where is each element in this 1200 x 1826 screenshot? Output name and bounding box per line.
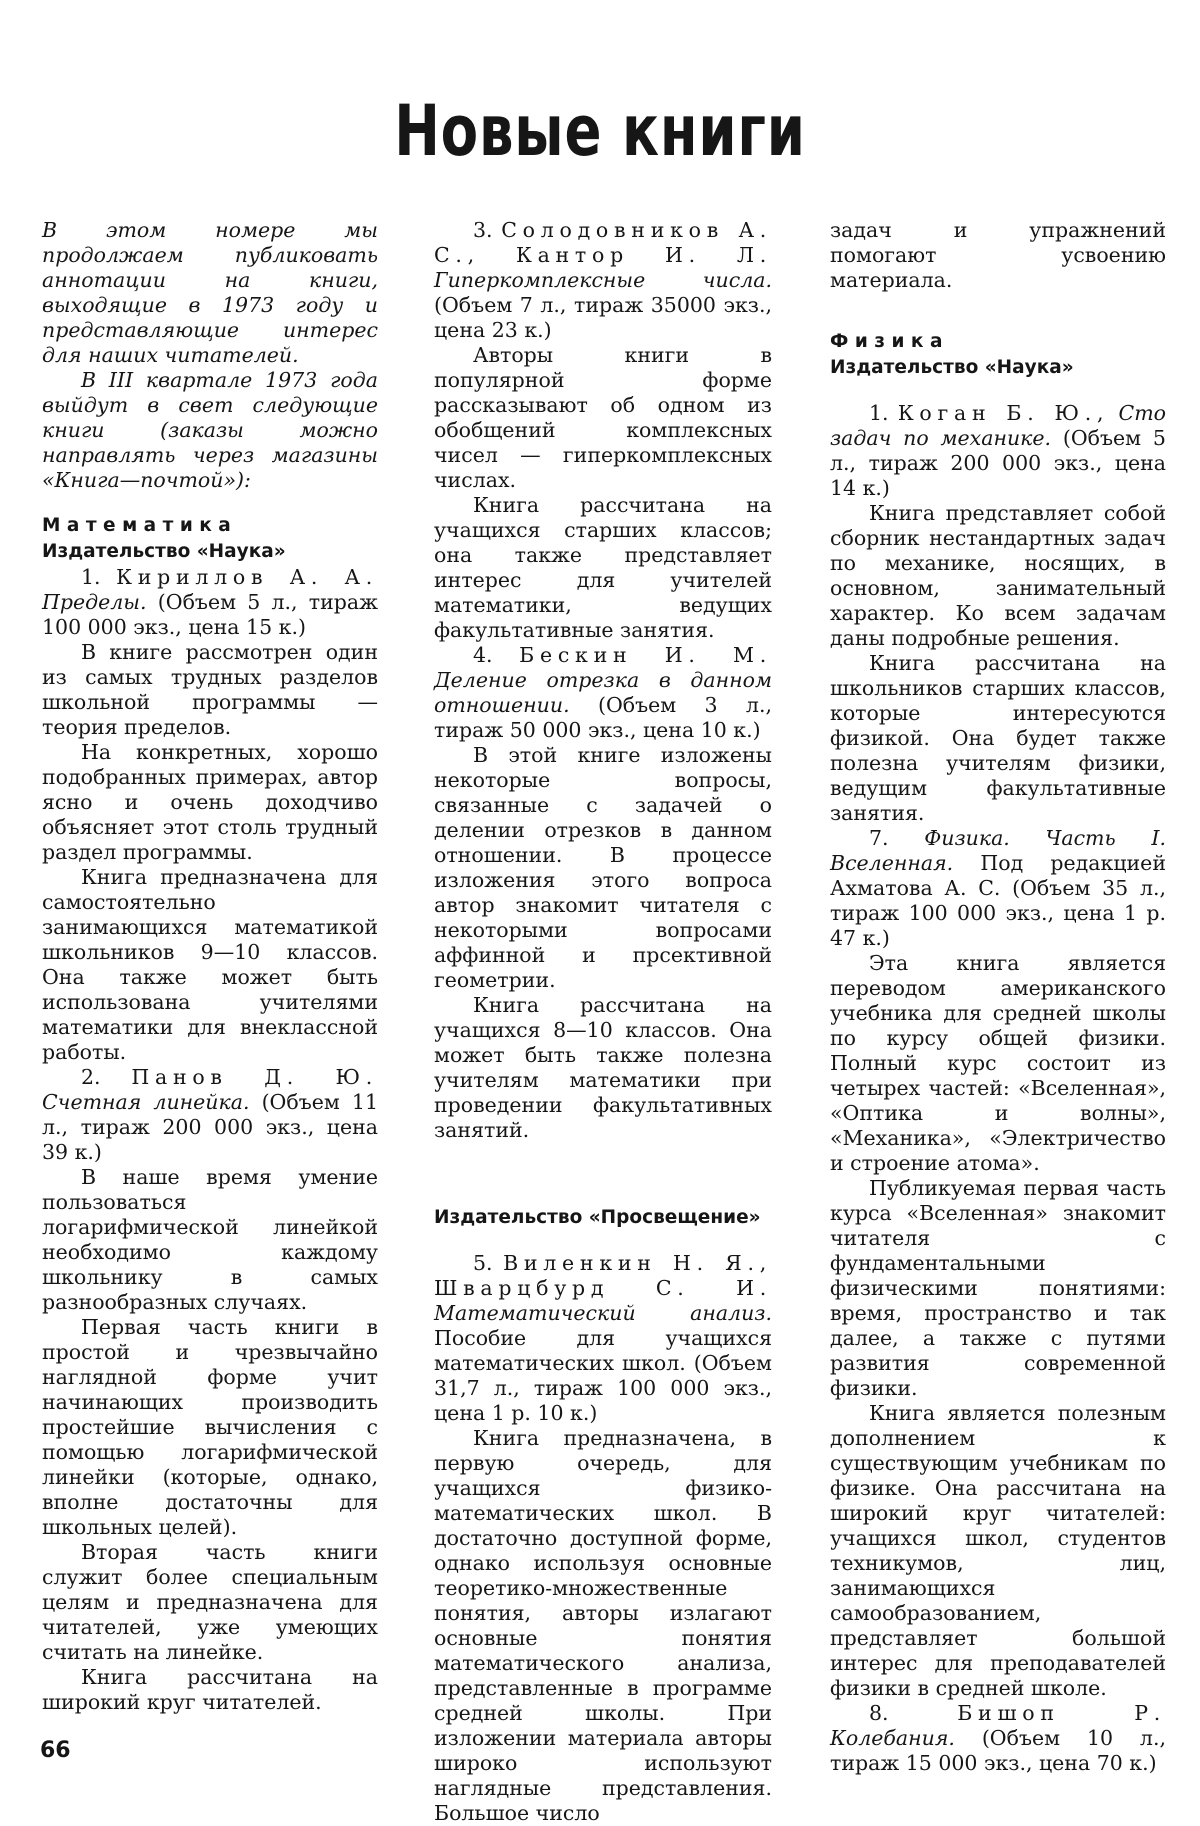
book-entry-6 [830, 401, 1166, 826]
book-title: Сто задач по механике. [830, 401, 1166, 450]
publisher-heading-nauka: Издательство «Наука» [830, 357, 1074, 378]
book-citation: 3. Солодовников А. С., Кантор И. Л. Гиперкомплексные числа. (Объем 7 л., тираж 35000 экз., цена 23 к.) [434, 218, 772, 342]
book-annotation: В наше время умение пользоваться логарифмической линейкой необходимо каждому школьнику в самых разнообразных случаях. [42, 1165, 378, 1314]
book-details: (Объем 5 л., тираж 200 000 экз., цена 14 к.) [830, 426, 1166, 500]
book-author: Кириллов А. А. [116, 565, 378, 589]
book-entry-8 [830, 1701, 1166, 1776]
book-annotation: На конкретных, хорошо подобранных примерах, автор ясно и очень доходчиво объясняет этот столь трудный раздел программы. [42, 740, 378, 864]
book-citation: 2. Панов Д. Ю. Счетная линейка. (Объем 11 л., тираж 200 000 экз., цена 39 к.) [42, 1065, 378, 1164]
book-citation: 7. Физика. Часть I. Вселенная. Под редакцией Ахматова А. С. (Объем 35 л., тираж 100 000 экз., цена 1 р. 47 к.) [830, 826, 1166, 950]
book-entry-5 [434, 1251, 772, 1826]
book-annotation: Книга предназначена для самостоятельно занимающихся математикой школьников 9—10 классов. Она также может быть использована учителями математики для внеклассной работы. [42, 865, 378, 1064]
book-details: (Объем 11 л., тираж 200 000 экз., цена 39 к.) [42, 1090, 378, 1164]
book-title: Деление отрезка в данном отношении. [434, 668, 772, 717]
publisher-heading-prosveshchenie: Издательство «Просвещение» [434, 1207, 761, 1228]
intro-order-paragraph: В III квартале 1973 года выйдут в свет следующие книги (заказы можно направлять через магазины «Книга—почтой»): [42, 368, 378, 492]
book-author: Коган Б. Ю., [897, 401, 1110, 425]
book-entry-7 [830, 826, 1166, 1701]
book-author: Солодовников А. С., Кантор И. Л. [434, 218, 772, 267]
book-citation: 1. Кириллов А. А. Пределы. (Объем 5 л., тираж 100 000 экз., цена 15 к.) [42, 565, 378, 639]
continued-text: задач и упражнений помогают усвоению материала. [830, 218, 1166, 292]
page-number: 66 [40, 1738, 71, 1763]
column-2 [434, 218, 772, 1826]
book-annotation: Вторая часть книги служит более специальным целям и предназначена для читателей, уже умеющих считать на линейке. [42, 1540, 378, 1664]
book-annotation: В этой книге изложены некоторые вопросы, связанные с задачей о делении отрезков в данном отношении. В процессе изложения этого вопроса автор знакомит читателя с некоторыми вопросами аффинной и прсективной геометрии. [434, 743, 772, 992]
book-details: (Объем 5 л., тираж 100 000 экз., цена 15 к.) [42, 590, 378, 639]
book-author: Панов Д. Ю. [131, 1065, 378, 1089]
book-annotation: Книга рассчитана на школьников старших классов, которые интересуются физикой. Она будет также полезна учителям физики, ведущим факультативные занятия. [830, 651, 1166, 825]
book-title: Счетная линейка. [42, 1090, 250, 1114]
book-details: Пособие для учащихся математических школ. (Объем 31,7 л., тираж 100 000 экз., цена 1 р. 10 к.) [434, 1326, 772, 1425]
book-citation: 4. Бескин И. М. Деление отрезка в данном отношении. (Объем 3 л., тираж 50 000 экз., цена 10 к.) [434, 643, 772, 742]
section-heading-physics: Физика [830, 331, 949, 352]
book-details: Под редакцией Ахматова А. С. (Объем 35 л., тираж 100 000 экз., цена 1 р. 47 к.) [830, 851, 1166, 950]
book-details: (Объем 3 л., тираж 50 000 экз., цена 10 к.) [434, 693, 772, 742]
book-author: Виленкин Н. Я., Шварцбурд С. И. [434, 1251, 772, 1300]
book-entry-3 [434, 218, 772, 643]
book-annotation: Книга предназначена, в первую очередь, для учащихся физико-математических школ. В достаточно доступной форме, однако используя основные теоретико-множественные понятия, авторы излагают основные понятия математического анализа, представленные в программе средней школы. При изложении материала авторы широко используют наглядные представления. Большое число [434, 1426, 772, 1825]
book-entry-2 [42, 1065, 378, 1715]
intro-paragraph: В этом номере мы продолжаем публиковать аннотации на книги, выходящие в 1973 году и представляющие интерес для наших читателей. [42, 218, 378, 367]
book-entry-1 [42, 565, 378, 1065]
book-title: Пределы. [42, 590, 147, 614]
column-3 [830, 218, 1166, 1776]
book-title: Математический анализ. [434, 1301, 772, 1325]
page-title: Новые книги [394, 90, 806, 172]
book-author: Бишоп Р. [957, 1701, 1166, 1725]
section-heading-mathematics: Математика [42, 515, 238, 536]
book-annotation: Книга рассчитана на учащихся старших классов; она также представляет интерес для учителей математики, ведущих факультативные занятия. [434, 493, 772, 642]
book-citation: 1. Коган Б. Ю., Сто задач по механике. (Объем 5 л., тираж 200 000 экз., цена 14 к.) [830, 401, 1166, 500]
book-details: (Объем 7 л., тираж 35000 экз., цена 23 к.) [434, 293, 772, 342]
column-1 [42, 218, 378, 1715]
book-annotation: Книга рассчитана на учащихся 8—10 классов. Она может быть также полезна учителям математики при проведении факультативных занятий. [434, 993, 772, 1142]
book-title: Гиперкомплексные числа. [434, 268, 772, 292]
book-entry-4 [434, 643, 772, 1143]
book-annotation: Книга является полезным дополнением к существующим учебникам по физике. Она рассчитана на широкий круг читателей: учащихся школ, студентов техникумов, лиц, занимающихся самообразованием, представляет большой интерес для преподавателей физики в средней школе. [830, 1401, 1166, 1700]
book-title: Колебания. [830, 1726, 955, 1750]
book-annotation: Публикуемая первая часть курса «Вселенная» знакомит читателя с фундаментальными физическими понятиями: время, пространство и так далее, а также с путями развития современной физики. [830, 1176, 1166, 1400]
book-details: (Объем 10 л., тираж 15 000 экз., цена 70 к.) [830, 1726, 1166, 1775]
publisher-heading-nauka: Издательство «Наука» [42, 541, 286, 562]
book-annotation: Книга представляет собой сборник нестандартных задач по механике, носящих, в основном, занимательный характер. Ко всем задачам даны подробные решения. [830, 501, 1166, 650]
book-annotation: В книге рассмотрен один из самых трудных разделов школьной программы — теория пределов. [42, 640, 378, 739]
book-citation: 5. Виленкин Н. Я., Шварцбурд С. И. Математический анализ. Пособие для учащихся математических школ. (Объем 31,7 л., тираж 100 000 экз., цена 1 р. 10 к.) [434, 1251, 772, 1425]
book-author: Бескин И. М. [519, 643, 772, 667]
book-annotation: Эта книга является переводом американского учебника для средней школы по курсу общей физики. Полный курс состоит из четырех частей: «Вселенная», «Оптика и волны», «Механика», «Электричество и строение атома». [830, 951, 1166, 1175]
book-title: Физика. Часть I. Вселенная. [830, 826, 1166, 875]
book-annotation: Книга рассчитана на широкий круг читателей. [42, 1665, 378, 1714]
book-annotation: Первая часть книги в простой и чрезвычайно наглядной форме учит начинающих производить простейшие вычисления с помощью логарифмической линейки (которые, однако, вполне достаточны для школьных целей). [42, 1315, 378, 1539]
book-annotation: Авторы книги в популярной форме рассказывают об одном из обобщений комплексных чисел — гиперкомплексных числах. [434, 343, 772, 492]
book-citation: 8. Бишоп Р. Колебания. (Объем 10 л., тираж 15 000 экз., цена 70 к.) [830, 1701, 1166, 1775]
